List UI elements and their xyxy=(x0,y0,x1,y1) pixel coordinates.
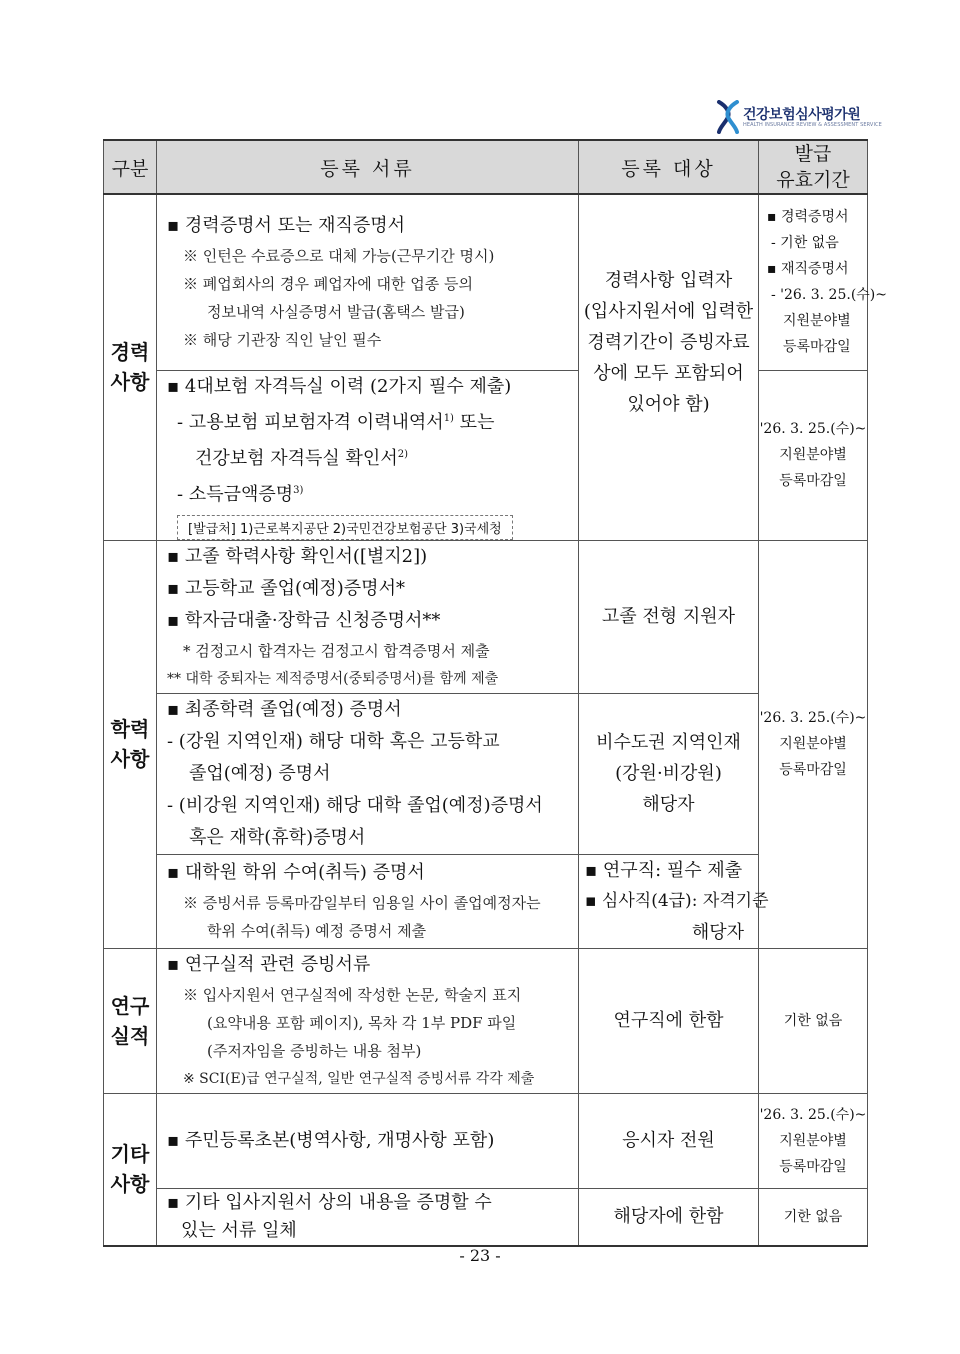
list-item: ▪ 고졸 학력사항 확인서([별지2]) xyxy=(167,545,428,567)
validity-line: 지원분야별 xyxy=(779,447,847,463)
list-item-text: 건강보험 자격득실 확인서 xyxy=(195,447,398,469)
table-row xyxy=(104,194,868,370)
category-career-line1: 경력 xyxy=(110,340,150,365)
category-career-line2: 사항 xyxy=(110,370,150,395)
list-item: ▪ 학자금대출·장학금 신청증명서** xyxy=(167,609,441,631)
list-item: ▪ 기타 입사지원서 상의 내용을 증명할 수 xyxy=(167,1191,492,1213)
category-education-line1: 학력 xyxy=(110,717,150,741)
career-docs-cell-2 xyxy=(157,370,579,540)
list-item: (주저자임을 증빙하는 내용 첨부) xyxy=(207,1041,422,1060)
research-docs-cell xyxy=(157,948,579,1093)
validity-line: 지원분야별 xyxy=(783,313,851,330)
education-docs-cell-3 xyxy=(157,854,579,948)
list-item: 정보내역 사실증명서 발급(홈택스 발급) xyxy=(207,303,465,322)
list-item-text: - 소득금액증명 xyxy=(177,483,294,505)
col-header-validity-line1: 발급 xyxy=(794,143,832,165)
validity-line: '26. 3. 25.(수)~ xyxy=(759,710,867,726)
table-row xyxy=(104,1188,868,1246)
validity-line: - 기한 없음 xyxy=(771,235,839,252)
list-item: ▪ 연구실적 관련 증빙서류 xyxy=(167,953,371,975)
list-item: - (비강원 지역인재) 해당 대학 졸업(예정)증명서 xyxy=(167,794,543,816)
other-docs-cell-1 xyxy=(157,1093,579,1188)
list-item: ▪ 대학원 학위 수여(취득) 증명서 xyxy=(167,862,425,883)
page-number: - 23 - xyxy=(459,1246,501,1265)
col-header-documents xyxy=(157,140,579,194)
list-item xyxy=(167,475,572,511)
validity-line: ▪ 재직증명서 xyxy=(767,261,849,278)
footnote-mark: 2) xyxy=(397,448,408,460)
table-row xyxy=(104,540,868,693)
education-docs-cell-2 xyxy=(157,693,579,854)
target-line: 연구직에 한함 xyxy=(613,1010,724,1031)
target-line: 응시자 전원 xyxy=(622,1130,715,1151)
table-row xyxy=(104,693,868,854)
issuer-note: [발급처] 1)근로복지공단 2)국민건강보험공단 3)국세청 xyxy=(177,515,513,540)
target-line: 경력기간이 증빙자료 xyxy=(587,331,750,353)
target-line: 상에 모두 포함되어 xyxy=(593,362,744,384)
target-line: 해당자에 한함 xyxy=(613,1206,724,1227)
list-item: ** 대학 중퇴자는 제적증명서(중퇴증명서)를 함께 제출 xyxy=(167,670,499,687)
category-research-line1: 연구 xyxy=(110,993,150,1018)
education-target-cell-1 xyxy=(579,540,759,693)
list-item: ※ 해당 기관장 직인 날인 필수 xyxy=(183,331,382,350)
research-target-cell xyxy=(579,948,759,1093)
list-item: ※ 인턴은 수료증으로 대체 가능(근무기간 명시) xyxy=(183,247,495,266)
list-item: - (강원 지역인재) 해당 대학 혹은 고등학교 xyxy=(167,730,500,752)
category-research xyxy=(104,948,157,1093)
col-header-validity xyxy=(759,140,868,194)
col-header-target-label: 등록 대상 xyxy=(621,157,716,180)
list-item: ※ 폐업회사의 경우 폐업자에 대한 업종 등의 xyxy=(183,275,473,294)
category-career xyxy=(104,194,157,540)
education-validity-cell xyxy=(759,540,868,948)
research-validity-cell xyxy=(759,948,868,1093)
validity-line: - '26. 3. 25.(수)~ xyxy=(771,287,887,304)
list-item: ※ SCI(E)급 연구실적, 일반 연구실적 증빙서류 각각 제출 xyxy=(183,1070,535,1087)
target-line: ▪ 연구직: 필수 제출 xyxy=(585,859,743,881)
list-item: * 검정고시 합격자는 검정고시 합격증명서 제출 xyxy=(183,641,490,660)
category-education-line2: 사항 xyxy=(110,747,150,771)
career-docs-cell-1 xyxy=(157,194,579,370)
list-item: ※ 입사지원서 연구실적에 작성한 논문, 학술지 표지 xyxy=(183,985,522,1004)
target-line: 고졸 전형 지원자 xyxy=(601,606,736,627)
list-item: ▪ 주민등록초본(병역사항, 개명사항 포함) xyxy=(167,1129,495,1151)
career-target-cell xyxy=(579,194,759,540)
col-header-documents-label: 등록 서류 xyxy=(320,157,415,180)
category-research-line2: 실적 xyxy=(110,1023,150,1048)
other-validity-cell-1 xyxy=(759,1093,868,1188)
education-target-cell-3 xyxy=(579,854,769,948)
target-line: (강원·비강원) xyxy=(615,763,722,784)
org-emblem-icon xyxy=(716,100,740,134)
validity-line: 등록마감일 xyxy=(783,339,851,356)
list-item: ▪ 4대보험 자격득실 이력 (2가지 필수 제출) xyxy=(167,375,512,397)
list-item: ▪ 최종학력 졸업(예정) 증명서 xyxy=(167,698,402,720)
list-item: ▪ 고등학교 졸업(예정)증명서* xyxy=(167,577,405,599)
other-target-cell-2 xyxy=(579,1188,759,1246)
target-line: ▪ 심사직(4급): 자격기준 xyxy=(585,890,769,911)
document-registration-table xyxy=(103,139,887,1247)
org-name: 건강보험심사평가원 xyxy=(743,107,861,123)
list-item: (요약내용 포함 페이지), 목차 각 1부 PDF 파일 xyxy=(207,1013,517,1032)
table-row xyxy=(104,948,868,1093)
validity-line: 등록마감일 xyxy=(779,1158,847,1175)
career-validity-cell-1 xyxy=(759,194,887,370)
table-row xyxy=(104,854,868,948)
category-other-line2: 사항 xyxy=(110,1172,150,1196)
list-item: ▪ 경력증명서 또는 재직증명서 xyxy=(167,215,406,237)
list-item-text: - 고용보험 피보험자격 이력내역서 xyxy=(177,411,444,433)
category-other-line1: 기타 xyxy=(110,1142,150,1166)
list-item: ※ 증빙서류 등록마감일부터 임용일 사이 졸업예정자는 xyxy=(183,894,541,912)
target-line: 해당자 xyxy=(691,921,744,943)
list-item-text: 또는 xyxy=(453,411,495,433)
org-subtitle: HEALTH INSURANCE REVIEW & ASSESSMENT SERVICE xyxy=(743,122,882,128)
footnote-mark: 1) xyxy=(443,412,454,424)
list-item xyxy=(167,439,572,475)
list-item: 있는 서류 일체 xyxy=(181,1219,297,1241)
list-item: 혹은 재학(휴학)증명서 xyxy=(189,826,366,848)
footnote-mark: 3) xyxy=(293,484,304,496)
other-target-cell-1 xyxy=(579,1093,759,1188)
validity-line: 등록마감일 xyxy=(779,762,847,778)
target-line: 비수도권 지역인재 xyxy=(596,732,741,753)
list-item: 졸업(예정) 증명서 xyxy=(189,762,331,784)
education-target-cell-2 xyxy=(579,693,759,854)
target-line: (입사지원서에 입력한 xyxy=(583,300,754,322)
target-line: 경력사항 입력자 xyxy=(604,269,733,291)
col-header-validity-line2: 유효기간 xyxy=(776,169,850,191)
category-education xyxy=(104,540,157,948)
validity-line: 등록마감일 xyxy=(779,473,847,489)
validity-line: '26. 3. 25.(수)~ xyxy=(759,421,867,437)
validity-line: 기한 없음 xyxy=(783,1012,843,1029)
category-other xyxy=(104,1093,157,1246)
target-line: 있어야 함) xyxy=(627,393,710,415)
validity-line: ▪ 경력증명서 xyxy=(767,209,849,226)
table-header-row xyxy=(104,140,868,194)
col-header-target xyxy=(579,140,759,194)
col-header-category: 구분 xyxy=(104,140,157,194)
target-line: 해당자 xyxy=(642,794,695,815)
validity-line: 기한 없음 xyxy=(783,1208,843,1225)
table-row xyxy=(104,1093,868,1188)
other-validity-cell-2 xyxy=(759,1188,868,1246)
validity-line: 지원분야별 xyxy=(779,736,847,752)
career-validity-cell-2 xyxy=(759,370,868,540)
other-docs-cell-2 xyxy=(157,1188,579,1246)
education-docs-cell-1 xyxy=(157,540,579,693)
org-logo xyxy=(716,100,882,134)
list-item xyxy=(167,403,572,439)
list-item: 학위 수여(취득) 예정 증명서 제출 xyxy=(207,922,427,940)
validity-line: 지원분야별 xyxy=(779,1132,847,1149)
validity-line: '26. 3. 25.(수)~ xyxy=(759,1106,867,1123)
